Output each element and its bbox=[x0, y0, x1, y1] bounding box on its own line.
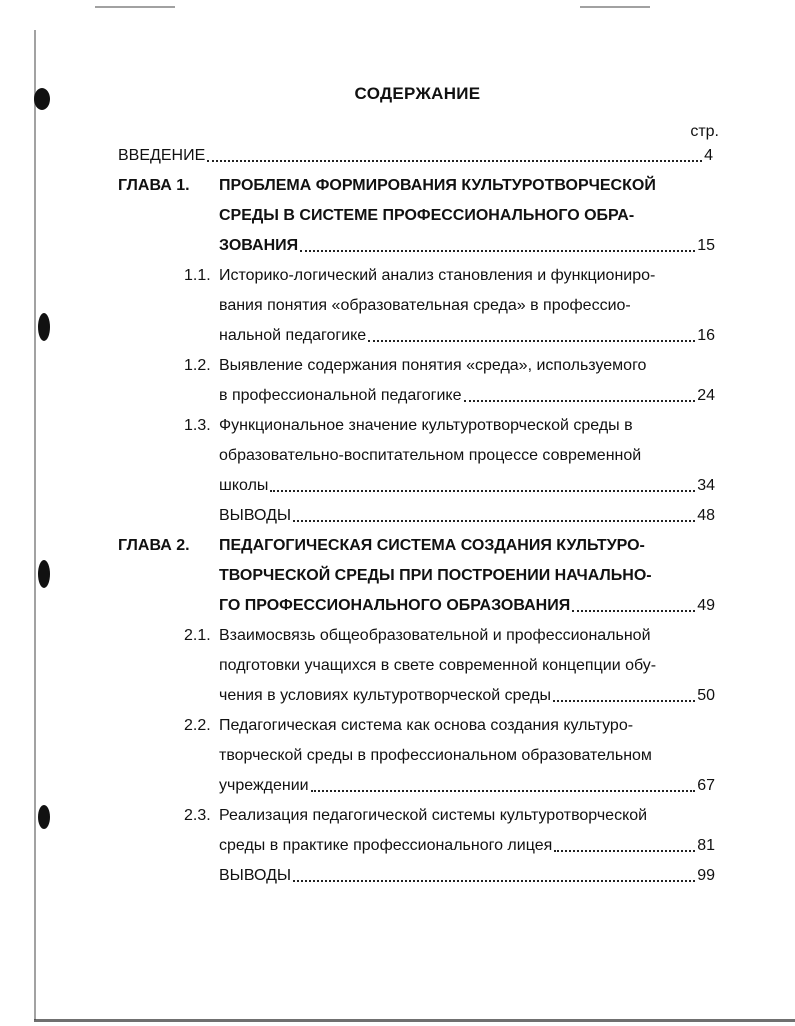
section-number: 2.2. bbox=[184, 717, 211, 734]
section-title-line: Историко-логический анализ становления и функциониро- bbox=[219, 267, 656, 284]
chapter1-title-line: СРЕДЫ В СИСТЕМЕ ПРОФЕССИОНАЛЬНОГО ОБРА- bbox=[219, 207, 635, 224]
conclusions-page: 99 bbox=[697, 867, 715, 884]
section-title-line: чения в условиях культуротворческой среды bbox=[219, 687, 551, 704]
toc-entry-chapter2-conclusions[interactable] bbox=[219, 866, 715, 886]
dot-leader bbox=[207, 160, 702, 162]
dot-leader bbox=[293, 880, 695, 882]
section-title-line: Функциональное значение культуротворческой среды в bbox=[219, 417, 633, 434]
section-number: 1.2. bbox=[184, 357, 211, 374]
conclusions-title: ВЫВОДЫ bbox=[219, 507, 292, 524]
section-title-line: образовательно-воспитательном процессе современной bbox=[219, 447, 642, 464]
toc-entry-chapter2[interactable] bbox=[219, 596, 715, 616]
page-column-label: стр. bbox=[690, 123, 719, 140]
section-page: 67 bbox=[697, 777, 715, 794]
section-title-line: Взаимосвязь общеобразовательной и профессиональной bbox=[219, 627, 651, 644]
section-title-line: подготовки учащихся в свете современной концепции обу- bbox=[219, 657, 657, 674]
section-page: 16 bbox=[697, 327, 715, 344]
dot-leader bbox=[464, 400, 696, 402]
toc-entry-section-1-2[interactable] bbox=[219, 386, 715, 406]
intro-page: 4 bbox=[704, 147, 713, 164]
section-title-line: в профессиональной педагогике bbox=[219, 387, 462, 404]
section-title-line: творческой среды в профессиональном образовательном bbox=[219, 747, 652, 764]
section-title-line: школы bbox=[219, 477, 269, 494]
section-title-line: вания понятия «образовательная среда» в профессио- bbox=[219, 297, 631, 314]
chapter1-title-line: ЗОВАНИЯ bbox=[219, 237, 299, 254]
toc-entry-section-1-3[interactable] bbox=[219, 476, 715, 496]
punch-hole bbox=[38, 805, 50, 829]
chapter2-title-line: ПЕДАГОГИЧЕСКАЯ СИСТЕМА СОЗДАНИЯ КУЛЬТУРО- bbox=[219, 537, 645, 554]
punch-hole bbox=[38, 560, 50, 588]
intro-title: ВВЕДЕНИЕ bbox=[118, 147, 206, 164]
scan-top-mark bbox=[95, 6, 175, 8]
section-number: 1.3. bbox=[184, 417, 211, 434]
dot-leader bbox=[572, 610, 695, 612]
section-page: 81 bbox=[697, 837, 715, 854]
section-title-line: Выявление содержания понятия «среда», используемого bbox=[219, 357, 647, 374]
dot-leader bbox=[554, 850, 695, 852]
toc-entry-section-2-1[interactable] bbox=[219, 686, 715, 706]
toc-title: СОДЕРЖАНИЕ bbox=[354, 84, 481, 103]
section-title-line: среды в практике профессионального лицея bbox=[219, 837, 553, 854]
chapter2-title-line: ТВОРЧЕСКОЙ СРЕДЫ ПРИ ПОСТРОЕНИИ НАЧАЛЬНО- bbox=[219, 567, 652, 584]
chapter2-page: 49 bbox=[697, 597, 715, 614]
scan-margin-line bbox=[34, 30, 36, 1020]
chapter2-title-line: ГО ПРОФЕССИОНАЛЬНОГО ОБРАЗОВАНИЯ bbox=[219, 597, 571, 614]
toc-entry-section-2-2[interactable] bbox=[219, 776, 715, 796]
scan-top-mark bbox=[580, 6, 650, 8]
toc-entry-chapter1[interactable] bbox=[219, 236, 715, 256]
chapter1-label: ГЛАВА 1. bbox=[118, 177, 190, 194]
dot-leader bbox=[293, 520, 695, 522]
section-page: 24 bbox=[697, 387, 715, 404]
dot-leader bbox=[553, 700, 695, 702]
dot-leader bbox=[270, 490, 695, 492]
dot-leader bbox=[300, 250, 695, 252]
conclusions-page: 48 bbox=[697, 507, 715, 524]
section-number: 2.3. bbox=[184, 807, 211, 824]
section-title-line: нальной педагогике bbox=[219, 327, 367, 344]
toc-entry-intro[interactable] bbox=[118, 146, 713, 166]
punch-hole bbox=[38, 313, 50, 341]
section-number: 2.1. bbox=[184, 627, 211, 644]
section-page: 50 bbox=[697, 687, 715, 704]
chapter2-label: ГЛАВА 2. bbox=[118, 537, 190, 554]
toc-entry-section-1-1[interactable] bbox=[219, 326, 715, 346]
conclusions-title: ВЫВОДЫ bbox=[219, 867, 292, 884]
dot-leader bbox=[368, 340, 695, 342]
section-title-line: Реализация педагогической системы культуротворческой bbox=[219, 807, 648, 824]
section-title-line: учреждении bbox=[219, 777, 309, 794]
scan-bottom-line bbox=[34, 1019, 795, 1022]
section-number: 1.1. bbox=[184, 267, 211, 284]
toc-entry-chapter1-conclusions[interactable] bbox=[219, 506, 715, 526]
dot-leader bbox=[311, 790, 696, 792]
chapter1-page: 15 bbox=[697, 237, 715, 254]
chapter1-title-line: ПРОБЛЕМА ФОРМИРОВАНИЯ КУЛЬТУРОТВОРЧЕСКОЙ bbox=[219, 177, 656, 194]
section-title-line: Педагогическая система как основа создания культуро- bbox=[219, 717, 634, 734]
section-page: 34 bbox=[697, 477, 715, 494]
toc-entry-section-2-3[interactable] bbox=[219, 836, 715, 856]
